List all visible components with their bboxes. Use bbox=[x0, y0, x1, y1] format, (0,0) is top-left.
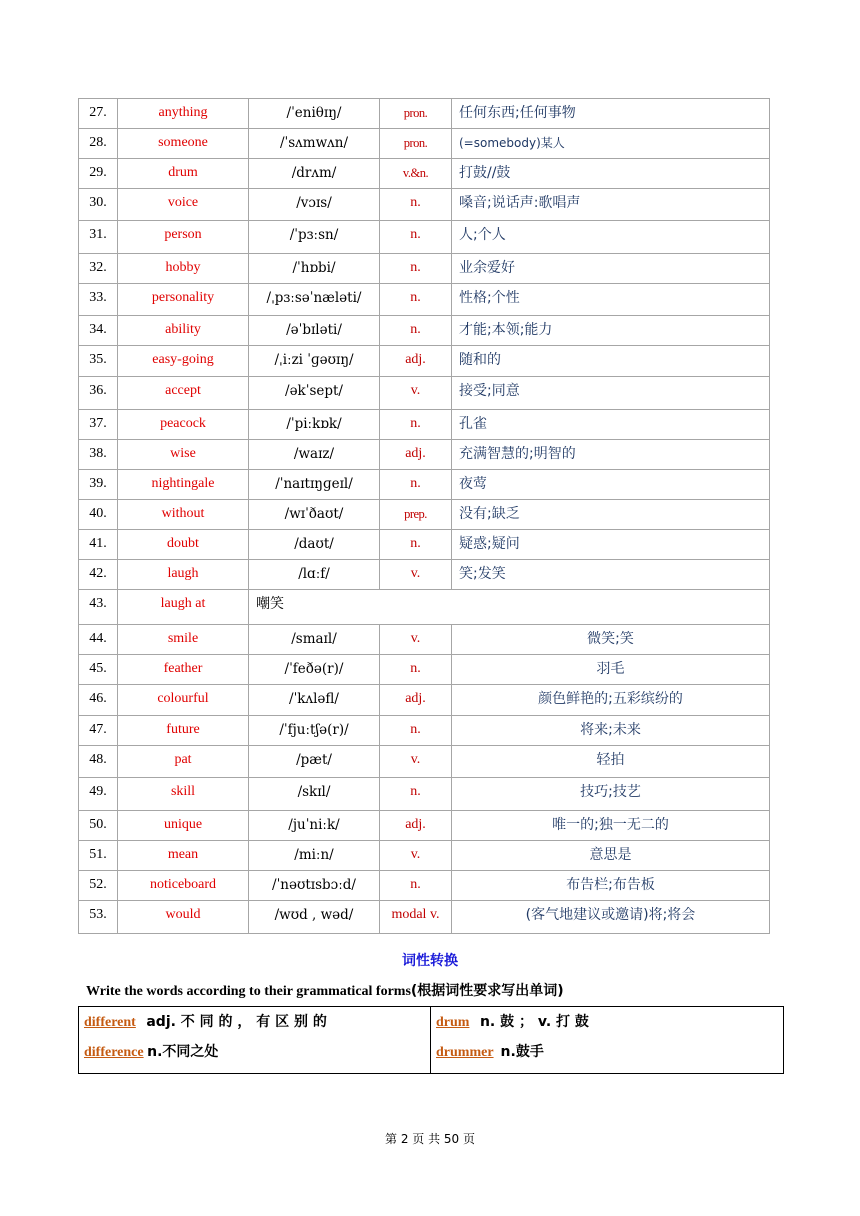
part-of-speech: v. bbox=[380, 560, 452, 590]
form-definition: n.鼓手 bbox=[500, 1044, 544, 1060]
row-number: 45. bbox=[79, 655, 118, 685]
form-line bbox=[84, 1013, 426, 1043]
part-of-speech: prep. bbox=[380, 500, 452, 530]
vocab-word: noticeboard bbox=[118, 871, 249, 901]
row-number: 42. bbox=[79, 560, 118, 590]
meaning: (=somebody)某人 bbox=[452, 129, 770, 159]
vocab-word: ability bbox=[118, 316, 249, 346]
vocab-word: drum bbox=[118, 159, 249, 189]
table-row bbox=[79, 685, 770, 716]
part-of-speech: v. bbox=[380, 377, 452, 410]
meaning: 性格;个性 bbox=[452, 284, 770, 316]
row-number: 47. bbox=[79, 716, 118, 746]
vocab-word: voice bbox=[118, 189, 249, 221]
row-number: 49. bbox=[79, 778, 118, 811]
table-row bbox=[79, 901, 770, 934]
vocab-word: doubt bbox=[118, 530, 249, 560]
word-forms-right-cell bbox=[431, 1007, 784, 1074]
vocabulary-table bbox=[78, 98, 770, 934]
row-number: 30. bbox=[79, 189, 118, 221]
phrase-meaning: 嘲笑 bbox=[249, 590, 770, 625]
meaning: 充满智慧的;明智的 bbox=[452, 440, 770, 470]
table-row bbox=[79, 159, 770, 189]
part-of-speech: pron. bbox=[380, 99, 452, 129]
phonetic: /daʊt/ bbox=[249, 530, 380, 560]
row-number: 53. bbox=[79, 901, 118, 934]
vocab-word: someone bbox=[118, 129, 249, 159]
table-row bbox=[79, 811, 770, 841]
meaning: 才能;本领;能力 bbox=[452, 316, 770, 346]
vocab-word: anything bbox=[118, 99, 249, 129]
vocab-word: skill bbox=[118, 778, 249, 811]
part-of-speech: n. bbox=[380, 716, 452, 746]
form-line bbox=[436, 1043, 779, 1073]
phonetic: /ˈeniθɪŋ/ bbox=[249, 99, 380, 129]
meaning: 轻拍 bbox=[452, 746, 770, 778]
vocab-word: easy-going bbox=[118, 346, 249, 377]
table-row bbox=[79, 284, 770, 316]
vocab-word: accept bbox=[118, 377, 249, 410]
vocab-word: mean bbox=[118, 841, 249, 871]
part-of-speech: n. bbox=[380, 530, 452, 560]
part-of-speech: n. bbox=[380, 284, 452, 316]
vocab-word: feather bbox=[118, 655, 249, 685]
word-forms-table bbox=[78, 1006, 784, 1074]
meaning: 笑;发笑 bbox=[452, 560, 770, 590]
row-number: 44. bbox=[79, 625, 118, 655]
row-number: 33. bbox=[79, 284, 118, 316]
phonetic: /ˈnaɪtɪŋɡeɪl/ bbox=[249, 470, 380, 500]
table-row bbox=[79, 716, 770, 746]
table-row bbox=[79, 500, 770, 530]
form-definition: adj. 不 同 的 ， 有 区 别 的 bbox=[146, 1014, 327, 1030]
part-of-speech: n. bbox=[380, 470, 452, 500]
part-of-speech: n. bbox=[380, 189, 452, 221]
page-footer: 第 2 页 共 50 页 bbox=[385, 1132, 475, 1146]
phonetic: /lɑːf/ bbox=[249, 560, 380, 590]
vocab-word: without bbox=[118, 500, 249, 530]
row-number: 40. bbox=[79, 500, 118, 530]
table-row bbox=[79, 189, 770, 221]
phonetic: /ˌpɜːsəˈnæləti/ bbox=[249, 284, 380, 316]
table-row bbox=[79, 99, 770, 129]
row-number: 41. bbox=[79, 530, 118, 560]
part-of-speech: pron. bbox=[380, 129, 452, 159]
table-row bbox=[79, 221, 770, 254]
part-of-speech: n. bbox=[380, 221, 452, 254]
instruction-cn: (根据词性要求写出单词) bbox=[410, 983, 564, 999]
row-number: 36. bbox=[79, 377, 118, 410]
vocab-word: person bbox=[118, 221, 249, 254]
phonetic: /wʊd , wəd/ bbox=[249, 901, 380, 934]
phonetic: /ˈsʌmwʌn/ bbox=[249, 129, 380, 159]
form-word: difference bbox=[84, 1045, 144, 1060]
phonetic: /smaɪl/ bbox=[249, 625, 380, 655]
phonetic: /ˈfeðə(r)/ bbox=[249, 655, 380, 685]
row-number: 27. bbox=[79, 99, 118, 129]
form-word: different bbox=[84, 1015, 136, 1030]
table-row bbox=[79, 254, 770, 284]
row-number: 38. bbox=[79, 440, 118, 470]
vocab-word: colourful bbox=[118, 685, 249, 716]
meaning: (客气地建议或邀请)将;将会 bbox=[452, 901, 770, 934]
vocab-word: pat bbox=[118, 746, 249, 778]
phonetic: /skɪl/ bbox=[249, 778, 380, 811]
meaning: 意思是 bbox=[452, 841, 770, 871]
meaning: 人;个人 bbox=[452, 221, 770, 254]
phonetic: /ˈkʌləfl/ bbox=[249, 685, 380, 716]
form-line bbox=[84, 1043, 426, 1073]
part-of-speech: n. bbox=[380, 871, 452, 901]
vocab-word: smile bbox=[118, 625, 249, 655]
part-of-speech: adj. bbox=[380, 346, 452, 377]
phonetic: /pæt/ bbox=[249, 746, 380, 778]
table-row bbox=[79, 530, 770, 560]
phonetic: /ˈhɒbi/ bbox=[249, 254, 380, 284]
phonetic: /juˈniːk/ bbox=[249, 811, 380, 841]
row-number: 43. bbox=[79, 590, 118, 625]
part-of-speech: v. bbox=[380, 625, 452, 655]
meaning: 孔雀 bbox=[452, 410, 770, 440]
row-number: 52. bbox=[79, 871, 118, 901]
table-row bbox=[79, 410, 770, 440]
vocab-word: unique bbox=[118, 811, 249, 841]
meaning: 颜色鲜艳的;五彩缤纷的 bbox=[452, 685, 770, 716]
part-of-speech: n. bbox=[380, 655, 452, 685]
meaning: 羽毛 bbox=[452, 655, 770, 685]
vocab-phrase: laugh at bbox=[118, 590, 249, 625]
instruction-en: Write the words according to their grammatical forms bbox=[86, 984, 411, 999]
vocab-word: personality bbox=[118, 284, 249, 316]
table-row bbox=[79, 778, 770, 811]
phonetic: /ˌiːzi ˈɡəʊɪŋ/ bbox=[249, 346, 380, 377]
table-row bbox=[79, 377, 770, 410]
phonetic: /drʌm/ bbox=[249, 159, 380, 189]
row-number: 46. bbox=[79, 685, 118, 716]
section-title: 词性转换 bbox=[402, 953, 458, 969]
row-number: 37. bbox=[79, 410, 118, 440]
row-number: 28. bbox=[79, 129, 118, 159]
meaning: 接受;同意 bbox=[452, 377, 770, 410]
row-number: 29. bbox=[79, 159, 118, 189]
table-row bbox=[79, 871, 770, 901]
phonetic: /wɪˈðaʊt/ bbox=[249, 500, 380, 530]
phonetic: /əkˈsept/ bbox=[249, 377, 380, 410]
meaning: 业余爱好 bbox=[452, 254, 770, 284]
table-row bbox=[79, 590, 770, 625]
table-row bbox=[79, 346, 770, 377]
row-number: 32. bbox=[79, 254, 118, 284]
phonetic: /ˈpɜːsn/ bbox=[249, 221, 380, 254]
part-of-speech: v. bbox=[380, 746, 452, 778]
part-of-speech: v.&n. bbox=[380, 159, 452, 189]
phonetic: /ˈpiːkɒk/ bbox=[249, 410, 380, 440]
meaning: 打鼓//鼓 bbox=[452, 159, 770, 189]
meaning: 技巧;技艺 bbox=[452, 778, 770, 811]
table-row bbox=[79, 841, 770, 871]
row-number: 34. bbox=[79, 316, 118, 346]
table-row bbox=[79, 746, 770, 778]
phonetic: /waɪz/ bbox=[249, 440, 380, 470]
row-number: 35. bbox=[79, 346, 118, 377]
vocab-word: peacock bbox=[118, 410, 249, 440]
vocab-word: hobby bbox=[118, 254, 249, 284]
part-of-speech: v. bbox=[380, 841, 452, 871]
vocab-word: nightingale bbox=[118, 470, 249, 500]
table-row bbox=[79, 655, 770, 685]
part-of-speech: adj. bbox=[380, 440, 452, 470]
part-of-speech: adj. bbox=[380, 811, 452, 841]
part-of-speech: n. bbox=[380, 410, 452, 440]
meaning: 唯一的;独一无二的 bbox=[452, 811, 770, 841]
part-of-speech: n. bbox=[380, 254, 452, 284]
phonetic: /əˈbɪləti/ bbox=[249, 316, 380, 346]
instruction bbox=[86, 980, 564, 1000]
phonetic: /ˈnəʊtɪsbɔːd/ bbox=[249, 871, 380, 901]
form-line bbox=[436, 1013, 779, 1043]
table-row bbox=[79, 129, 770, 159]
table-row bbox=[79, 440, 770, 470]
table-row bbox=[79, 560, 770, 590]
word-forms-row bbox=[79, 1007, 784, 1074]
meaning: 任何东西;任何事物 bbox=[452, 99, 770, 129]
meaning: 布告栏;布告板 bbox=[452, 871, 770, 901]
vocab-word: would bbox=[118, 901, 249, 934]
vocab-word: future bbox=[118, 716, 249, 746]
meaning: 微笑;笑 bbox=[452, 625, 770, 655]
phonetic: /miːn/ bbox=[249, 841, 380, 871]
part-of-speech: n. bbox=[380, 778, 452, 811]
meaning: 疑惑;疑问 bbox=[452, 530, 770, 560]
phonetic: /ˈfjuːtʃə(r)/ bbox=[249, 716, 380, 746]
row-number: 39. bbox=[79, 470, 118, 500]
meaning: 随和的 bbox=[452, 346, 770, 377]
part-of-speech: modal v. bbox=[380, 901, 452, 934]
row-number: 50. bbox=[79, 811, 118, 841]
part-of-speech: adj. bbox=[380, 685, 452, 716]
row-number: 31. bbox=[79, 221, 118, 254]
row-number: 48. bbox=[79, 746, 118, 778]
meaning: 将来;未来 bbox=[452, 716, 770, 746]
form-definition: n.不同之处 bbox=[147, 1044, 219, 1060]
vocab-word: wise bbox=[118, 440, 249, 470]
table-row bbox=[79, 316, 770, 346]
meaning: 嗓音;说话声:歌唱声 bbox=[452, 189, 770, 221]
form-definition: n. 鼓 ； v. 打 鼓 bbox=[479, 1014, 589, 1030]
form-word: drum bbox=[436, 1015, 470, 1030]
part-of-speech: n. bbox=[380, 316, 452, 346]
meaning: 没有;缺乏 bbox=[452, 500, 770, 530]
phonetic: /vɔɪs/ bbox=[249, 189, 380, 221]
word-forms-left-cell bbox=[79, 1007, 431, 1074]
form-word: drummer bbox=[436, 1045, 494, 1060]
row-number: 51. bbox=[79, 841, 118, 871]
table-row bbox=[79, 470, 770, 500]
vocab-word: laugh bbox=[118, 560, 249, 590]
table-row bbox=[79, 625, 770, 655]
meaning: 夜莺 bbox=[452, 470, 770, 500]
